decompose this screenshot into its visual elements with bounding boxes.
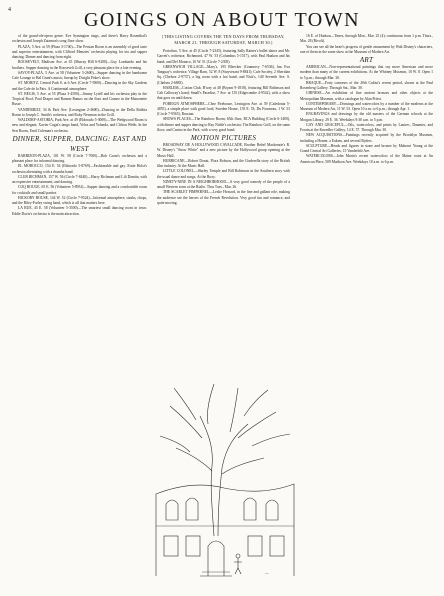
- listing-paragraph: BROADWAY DE A HOLLYWOOD CAVALCADE, Brother Rebel Mackenzie's R. W. Disney's "Snow White" and a new picture by the Hollywood group opening at the Music Hall.: [157, 143, 290, 158]
- listing-paragraph: LA RUE, 45 E. 58 (Volunteer 5-3500)—The smartest small dancing room in town. Eddie Davis's orchestra is the main attraction.: [12, 206, 147, 216]
- listing-paragraph: ST. REGIS, 5 Ave. at 55 (Plaza 3-4500)—Jimmy Lytell and his orchestra play in the Tropical Roof; Paul Draper and Ramon Ramos on the floor and Gomez in the Maisonette Russe.: [12, 91, 147, 107]
- listing-paragraph: VANDERBILT, 34 & Park Ave. (Lexington 2-4600)—Dancing in the Della Robbia Room to Joseph C. Smith's orchestra, and Ruby Newman in the Grill.: [12, 107, 147, 117]
- column-middle: [157, 34, 290, 394]
- listing-paragraph: CHINESE—An exhibition of fine ancient bronzes and other objects at the Metropolitan Museum, with a catalogue by Alan Priest.: [300, 91, 433, 101]
- listing-paragraph: CONTEMPORARY—Drawings and watercolors by a number of the moderns at the Museum of Modern Art, 11 W. 53. Open 10 a.m. to 6 p.m.; through Apr. 1.: [300, 101, 433, 111]
- listing-paragraph: HURRICANE—Robert Donat, Flora Robson, and the Cinderella story of the British film industry. At the Music Hall.: [157, 158, 290, 168]
- listing-paragraph: GREENWICH VILLAGE—Mary's, 195 Bleecker (Gramercy 7-6536), has Eva Tanguay's orchestra; Village Barn, 52 W. 8 (Stuyvesant 9-8841); Cafe Society, 2 Sheridan Sq. (Chelsea 2-9737), a big room with a hot band; and Nick's, 140 Seventh Ave. S. (Chelsea 2-6883).: [157, 64, 290, 85]
- column-right: [300, 34, 433, 590]
- listing-paragraph: HARLEM—Cotton Club, B'way at 48 (Bryant 9-1818), featuring Bill Robinson and Cab Calloway's band; Small's Paradise, 7 Ave. at 135 (Edgecombe 4-9542), with a show that goes on until dawn.: [157, 85, 290, 101]
- listing-paragraph: COQ ROUGE, 65 E. 56 (Volunteer 5-8952)—Supper dancing and a comfortable room for cocktails and small parties.: [12, 185, 147, 195]
- listing-paragraph: PLAZA, 5 Ave. at 59 (Plaza 3-1740)—The Persian Room is an assembly of good taste and superior entertainment, with Clifford Menzies' orchestra playing for tea and supper dancing. Dinner and dancing from eight.: [12, 44, 147, 59]
- column-middle-body: [157, 49, 290, 206]
- listing-paragraph: LITTLE COLONEL—Shirley Temple and Bill Robinson in the Southern story with the usual dance and songs. At the Roxy.: [157, 169, 290, 179]
- listing-paragraph: You can see all the heart's progress of gentle amusement by Walt Disney's characters, one of them in the same show at the Museum of Modern Art.: [300, 44, 433, 54]
- masthead-title: GOINGS ON ABOUT TOWN: [83, 9, 361, 31]
- listing-paragraph: Portofino, 5 Ave. at 45 (Circle 7-2345), featuring Sally Raines's ballet dance and Mr. Garrett's orchestra; Richmond, 47 W. 53 (Columbus 5-1517), with Paul Haakon and his band; and Del Monaco, 16 W. 51 (Circle 7-2305).: [157, 49, 290, 64]
- building-illustration: [152, 376, 298, 578]
- column-left: [12, 34, 147, 590]
- listing-paragraph: BRAQUE—Forty canvases of the 20th Cubist's recent period, shown at the Paul Rosenberg Gallery. Through Sat., Mar. 30.: [300, 80, 433, 90]
- section-heading: ART: [359, 56, 374, 64]
- section-heading: MOTION PICTURES: [190, 134, 257, 142]
- listing-paragraph: GAY AND GRACEFUL—Oils, watercolors, and prints by Lautrec, Daumier, and Forain at the Knoedler Gallery, 14 E. 57. Through Mar. 30.: [300, 122, 433, 132]
- listing-paragraph: EL MOROCCO, 154 E. 54 (Eldorado 5-8769)—Fashionable and gay. Ernie Holst's orchestra alternating with a rhumba band.: [12, 164, 147, 174]
- page-number: 4: [8, 7, 11, 13]
- listing-paragraph: BARBIZON-PLAZA, 101 W. 58 (Circle 7-7000)—Bob Grant's orchestra and a pleasant place for informal dancing.: [12, 153, 147, 163]
- listing-paragraph: WATERCOLORS—John Marin's recent watercolors of the Maine coast at An American Place, 509 Madison Ave. Weekdays 10 a.m. to 6 p.m.: [300, 154, 433, 164]
- listing-paragraph: WALDORF-ASTORIA, Park Ave. at 49 (Eldorado 5-3000)—The Wedgwood Room is new and elegant; Xavier Cugat's tango band, Veloz and Yolanda, and Clifton Webb. In the Sert Room, Emil Coleman's orchestra.: [12, 118, 147, 133]
- listing-paragraph: NINETY-NINE IN A NEIGHBORHOOD—A very good comedy of the people of a small Western town at the Rialto. Thru Tues., Mar. 26.: [157, 179, 290, 189]
- listing-paragraph: ENGRAVINGS and drawings by the old masters of the German schools at the Morgan Library, 29 E. 36. Weekdays 9:30 a.m. to 5 p.m.: [300, 112, 433, 122]
- listing-paragraph: CLUB RICHMAN, 157 W. 56 (Circle 7-8440)—Harry Richman and Lili Damita, with an expensive entertainment, and dancing.: [12, 174, 147, 184]
- listing-notice: [THIS LISTING COVERS THE TEN DAYS FROM THURSDAY, MARCH 21, THROUGH SATURDAY, MARCH 30.]: [162, 34, 285, 45]
- listing-paragraph: of the grand-ole-opera genre. Eve Symington sings, and there's Harry Rosenthal's orchestra and Joseph Zatzman's song floor show.: [12, 34, 147, 44]
- listing-paragraph: NEW ACQUISITIONS—Paintings recently acquired by the Brooklyn Museum, including a Homer, a Eakins, and several Ryders.: [300, 133, 433, 143]
- listing-paragraph: SCULPTURE—Heads and figures in stone and bronze by Mahonri Young at the Grand Central Art Galleries, 15 Vanderbilt Ave.: [300, 143, 433, 153]
- listing-paragraph: SHOWS PLACES—The Rainbow Room, 65th floor, RCA Building (Circle 6-1400), with dinner and supper dancing to Ray Noble's orchestra; The Rainbow Grill, on the same floor; and Casino in the Park, with a very good band.: [157, 117, 290, 132]
- listing-paragraph: AMERICAN—Non-representational paintings that say more American and more modern than many of the current exhibitions. At the Whitney Museum, 10 W. 8. Open 1 to 5 p.m.; through Mar. 30.: [300, 65, 433, 80]
- listing-paragraph: THE SCARLET PIMPERNEL—Leslie Howard, in the fine and gallant role, making the audience see the heroes of the French Revolution. Very good fun and romance, and quite moving.: [157, 190, 290, 205]
- listing-paragraph: ROOSEVELT, Madison Ave. at 45 (Murray Hill 6-9200)—Guy Lombardo and his brothers. Supper dancing in the Roosevelt Grill, a very pleasant place for a late evening.: [12, 60, 147, 70]
- listing-paragraph: FOREIGN ATMOSPHERE—Chez Firehouse, Lexington Ave. at 39 (Caledonia 5-4855), a simple place with good food; Sweden House, 155 E. 53; Du Fourneau, 1 W. 53 (Circle 7-9565), Russian.: [157, 101, 290, 116]
- listing-paragraph: HICKORY HOUSE, 144 W. 52 (Circle 7-9524)—Informal atmosphere, steaks, chops, and the Riley-Farley swing band, which is all that matters here.: [12, 195, 147, 205]
- drawing-credit: —: [265, 570, 269, 575]
- listing-paragraph: SAVOY-PLAZA, 5 Ave. at 58 (Volunteer 5-2600)—Supper dancing in the handsome Cafe Lounge to Hal Grant's music, lineup by Dwight Fiske's show.: [12, 70, 147, 80]
- listing-paragraph: ST. MORITZ, Central Park S. at 6 Ave. (Circle 7-5800)—Dancing in the Sky Gardens and the Cafe de la Paix. A Continental atmosphere.: [12, 81, 147, 91]
- listing-paragraph: 16 E. of Hudson—Times, through Mon., Mar. 25 (4); continuous from 1 p.m. Thurs., Mar. 28 (Rivoli).: [300, 34, 433, 44]
- section-heading: DINNER, SUPPER, DANCING: EAST AND WEST: [12, 134, 147, 153]
